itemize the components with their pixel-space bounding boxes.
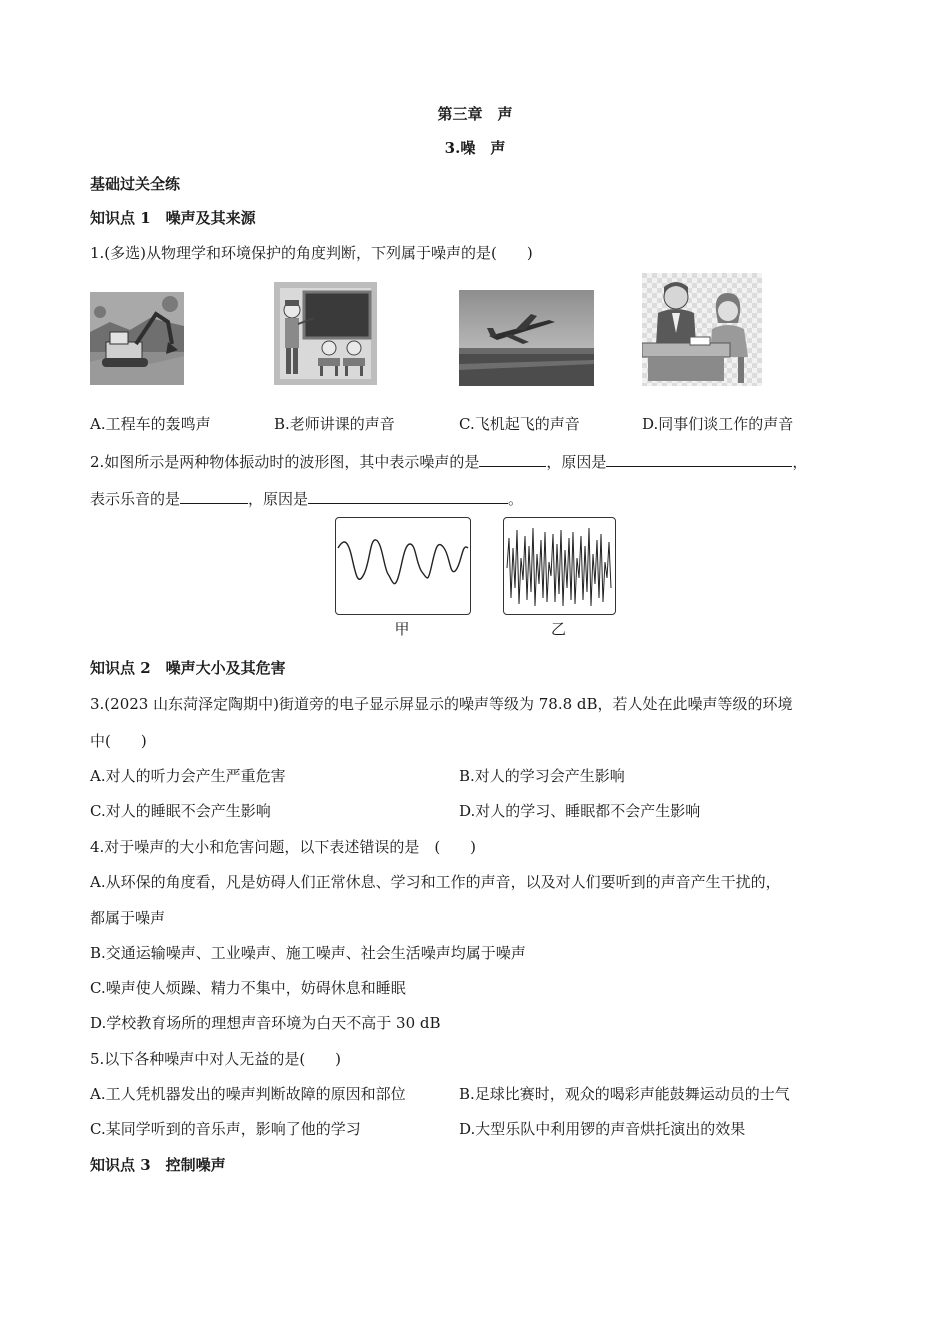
excavator-photo (90, 292, 184, 385)
airplane-takeoff-photo (459, 290, 594, 386)
question-1-option-c: C.飞机起飞的声音 (459, 415, 580, 433)
chapter-title: 第三章 声 (437, 105, 513, 123)
answer-blank-noise[interactable] (479, 450, 546, 467)
question-2-line-2 (90, 487, 523, 509)
question-2-text-f: 。 (508, 490, 524, 508)
question-1-option-a: A.工程车的轰鸣声 (90, 415, 211, 433)
question-2-text-a: 2.如图所示是两种物体振动时的波形图，其中表示噪声的是 (90, 453, 480, 471)
question-5-option-d: D.大型乐队中利用锣的声音烘托演出的效果 (459, 1120, 746, 1138)
question-5-option-c: C.某同学听到的音乐声，影响了他的学习 (90, 1120, 361, 1138)
question-3-option-b: B.对人的学习会产生影响 (459, 767, 625, 785)
question-5-option-a: A.工人凭机器发出的噪声判断故障的原因和部位 (90, 1085, 406, 1103)
question-5-stem: 5.以下各种噪声中对人无益的是( ) (90, 1050, 342, 1068)
question-4-option-d: D.学校教育场所的理想声音环境为白天不高于 30 dB (90, 1014, 441, 1032)
question-3-option-d: D.对人的学习、睡眠都不会产生影响 (459, 802, 701, 820)
knowledge-point-3: 知识点 3 控制噪声 (90, 1156, 226, 1174)
question-3-option-a: A.对人的听力会产生严重危害 (90, 767, 286, 785)
question-5-option-b: B.足球比赛时，观众的喝彩声能鼓舞运动员的士气 (459, 1085, 790, 1103)
question-1-stem: 1.(多选)从物理学和环境保护的角度判断，下列属于噪声的是( ) (90, 244, 533, 262)
waveform-yi-caption: 乙 (550, 620, 566, 638)
question-1-option-b: B.老师讲课的声音 (274, 415, 395, 433)
answer-blank-music[interactable] (180, 487, 248, 504)
question-2-text-c: ， (792, 453, 808, 471)
part-heading: 基础过关全练 (90, 175, 181, 193)
question-4-option-c: C.噪声使人烦躁、精力不集中，妨碍休息和睡眠 (90, 979, 406, 997)
question-4-option-a-line-1: A.从环保的角度看，凡是妨碍人们正常休息、学习和工作的声音，以及对人们要听到的声音产生干扰的， (90, 873, 781, 891)
knowledge-point-2: 知识点 2 噪声大小及其危害 (90, 659, 286, 677)
question-2-text-e: ，原因是 (248, 490, 309, 508)
question-4-option-a-line-2: 都属于噪声 (90, 909, 166, 927)
teacher-classroom-illustration (274, 282, 377, 385)
question-3-line-2: 中( ) (90, 732, 147, 750)
question-3-option-c: C.对人的睡眠不会产生影响 (90, 802, 271, 820)
question-4-stem: 4.对于噪声的大小和危害问题，以下表述错误的是 ( ) (90, 838, 477, 856)
question-2-text-b: ，原因是 (546, 453, 607, 471)
waveform-jia-caption: 甲 (394, 620, 410, 638)
waveform-yi (503, 517, 616, 615)
question-4-option-b: B.交通运输噪声、工业噪声、施工噪声、社会生活噪声均属于噪声 (90, 944, 526, 962)
question-2-line-1 (90, 450, 807, 472)
question-2-text-d: 表示乐音的是 (90, 490, 181, 508)
answer-blank-noise-reason[interactable] (606, 450, 792, 467)
question-3-line-1: 3.(2023 山东菏泽定陶期中)街道旁的电子显示屏显示的噪声等级为 78.8 dB，若人处在此噪声等级的环境 (90, 695, 793, 713)
answer-blank-music-reason[interactable] (308, 487, 508, 504)
waveform-jia (335, 517, 471, 615)
knowledge-point-1: 知识点 1 噪声及其来源 (90, 209, 256, 227)
office-conversation-illustration (642, 273, 762, 386)
question-1-option-d: D.同事们谈工作的声音 (642, 415, 794, 433)
section-title: 3.噪 声 (444, 139, 506, 157)
